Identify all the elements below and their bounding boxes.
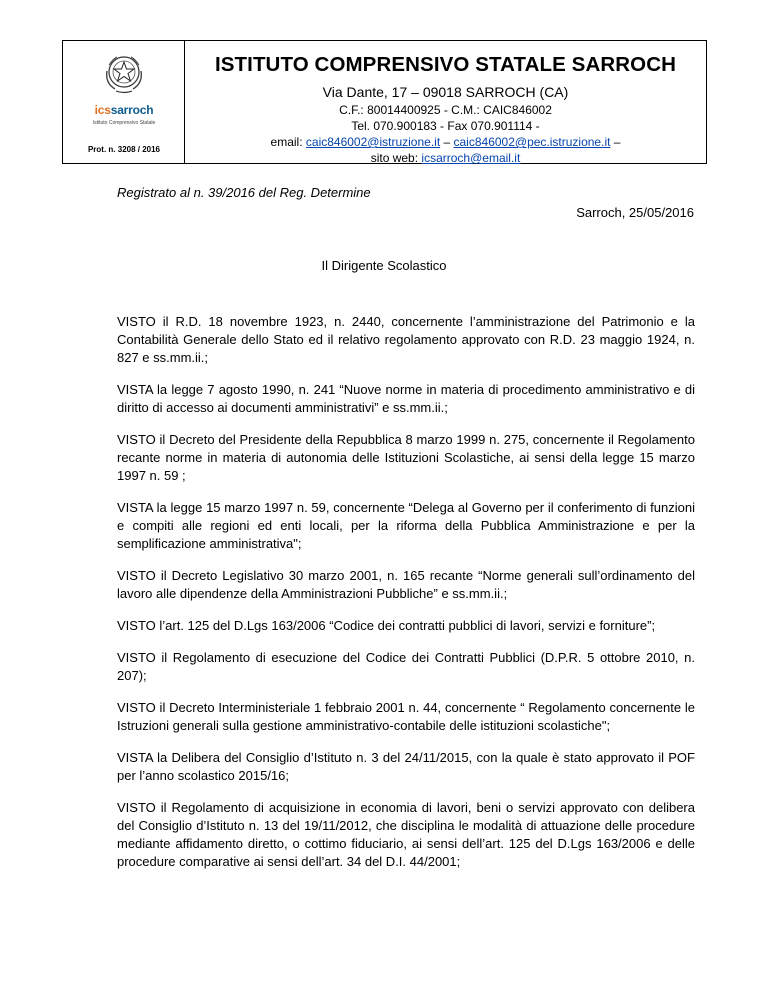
- school-website: sito web: icsarroch@email.it: [370, 151, 521, 165]
- paragraph: VISTA la legge 15 marzo 1997 n. 59, concernente “Delega al Governo per il conferimento di funzioni e compiti alle regioni ed enti locali, per la riforma della Pubblica Amministrazione e per la semplificazione amministrativa";: [117, 500, 695, 551]
- school-logo: icssarroch: [94, 103, 154, 117]
- paragraph: VISTO il Regolamento di esecuzione del Codice dei Contratti Pubblici (D.P.R. 5 ottobre 2010, n. 207);: [117, 650, 695, 683]
- paragraph: VISTA la Delibera del Consiglio d’Istituto n. 3 del 24/11/2015, con la quale è stato approvato il POF per l’anno scolastico 2015/16;: [117, 750, 695, 783]
- email-link-istruzione[interactable]: caic846002@istruzione.it: [305, 135, 441, 149]
- paragraph: VISTO il Decreto Interministeriale 1 febbraio 2001 n. 44, concernente “ Regolamento concernente le Istruzioni generali sulla gestione amministrativo-contabile delle istituzioni scolastiche";: [117, 700, 695, 733]
- document-body: [117, 313, 695, 885]
- school-address: Via Dante, 17 – 09018 SARROCH (CA): [322, 84, 569, 100]
- email-link-pec[interactable]: caic846002@pec.istruzione.it: [453, 135, 611, 149]
- document-date: Sarroch, 25/05/2016: [576, 205, 694, 220]
- paragraph: VISTO il Decreto Legislativo 30 marzo 2001, n. 165 recante “Norme generali sull’ordinamento del lavoro alle dipendenze della Amministrazioni Pubbliche” e ss.mm.ii.;: [117, 568, 695, 601]
- school-emails: email: caic846002@istruzione.it – caic846002@pec.istruzione.it –: [270, 135, 621, 149]
- paragraph: VISTA la legge 7 agosto 1990, n. 241 “Nuove norme in materia di procedimento amministrativo e di diritto di accesso ai documenti amministrativi” e ss.mm.ii.;: [117, 382, 695, 415]
- school-name: ISTITUTO COMPRENSIVO STATALE SARROCH: [214, 53, 677, 76]
- paragraph: VISTO l’art. 125 del D.Lgs 163/2006 “Codice dei contratti pubblici di lavori, servizi e forniture”;: [117, 618, 656, 633]
- paragraph: VISTO il R.D. 18 novembre 1923, n. 2440, concernente l’amministrazione del Patrimonio e la Contabilità Generale dello Stato ed il relativo regolamento approvato con R.D. 23 maggio 1924, n. 827 e ss.mm.ii.;: [117, 314, 695, 365]
- italian-republic-emblem-icon: [101, 51, 147, 95]
- paragraph: VISTO il Regolamento di acquisizione in economia di lavori, beni o servizi approvato con delibera del Consiglio d’Istituto n. 13 del 19/11/2012, che disciplina le modalità di attuazione delle procedure mediante affidamento diretto, o cottimo fiduciario, ai sensi dell’art. 125 del D.Lgs 163/2006 e delle procedure comparative ai sensi dell’art. 34 del D.I. 44/2001;: [117, 800, 695, 869]
- school-phone-fax: Tel. 070.900183 - Fax 070.901114 -: [351, 119, 540, 133]
- letterhead-info: [185, 41, 706, 163]
- registration-note: Registrato al n. 39/2016 del Reg. Determine: [117, 185, 371, 200]
- logo-subtitle: Istituto Comprensivo Statale: [92, 120, 156, 126]
- letterhead-logo-panel: [63, 41, 185, 163]
- protocol-number: Prot. n. 3208 / 2016: [87, 145, 161, 154]
- school-codes: C.F.: 80014400925 - C.M.: CAIC846002: [339, 103, 552, 117]
- letterhead: [62, 40, 707, 164]
- signatory-title: Il Dirigente Scolastico: [321, 258, 447, 273]
- paragraph: VISTO il Decreto del Presidente della Repubblica 8 marzo 1999 n. 275, concernente il Regolamento recante norme in materia di autonomia delle Istituzioni Scolastiche, ai sensi della legge 15 marzo 1997 n. 59 ;: [117, 432, 695, 483]
- website-link[interactable]: icsarroch@email.it: [421, 151, 521, 165]
